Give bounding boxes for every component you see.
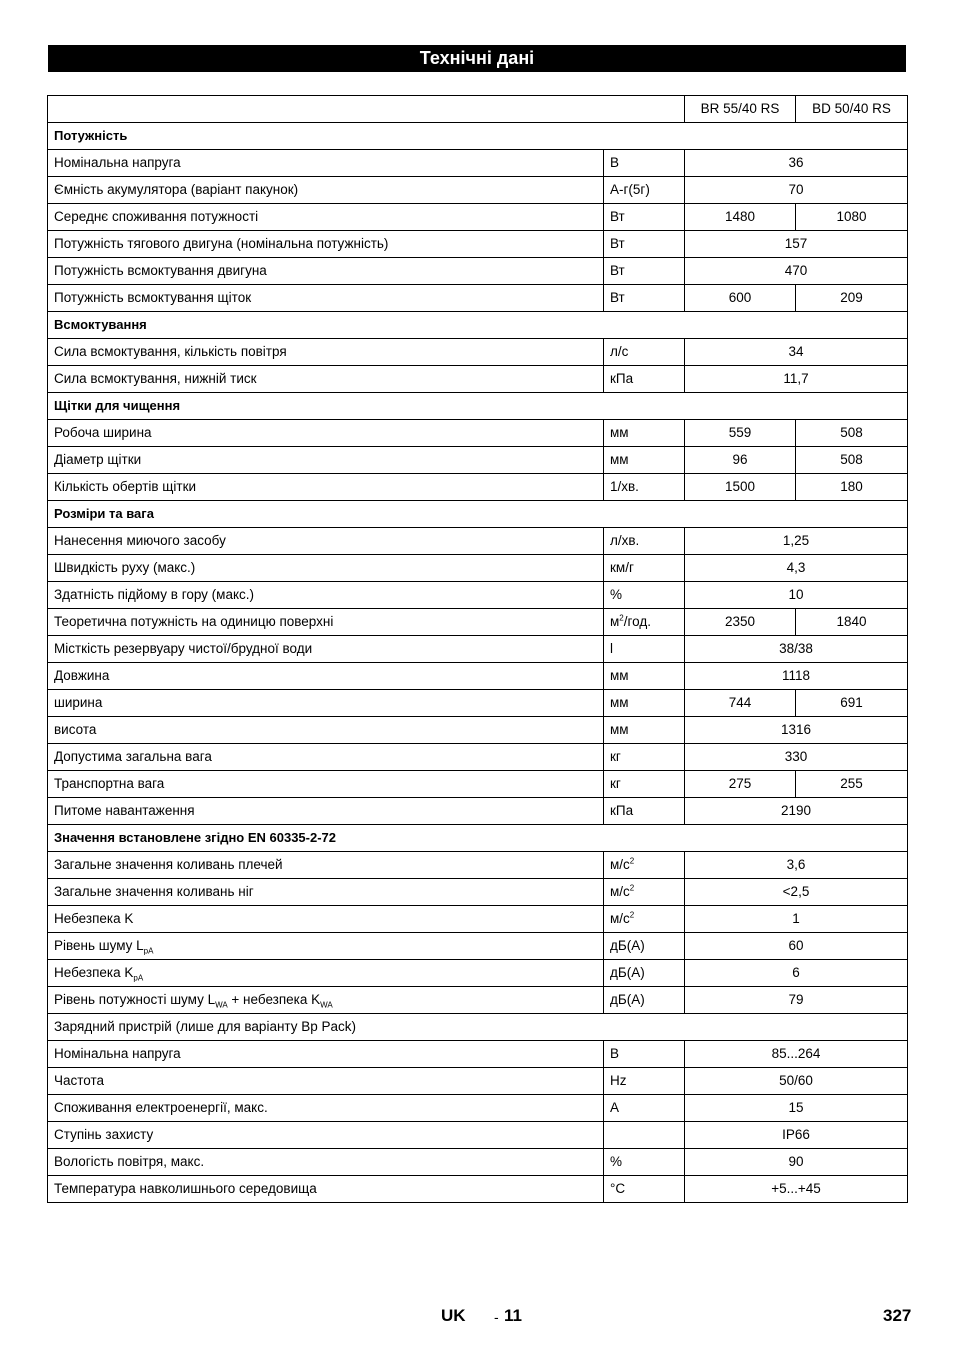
subheading-row	[48, 1014, 908, 1041]
table-row	[48, 906, 908, 933]
value-cell-shared: 15	[685, 1095, 908, 1122]
parameter-text: Швидкість руху (макс.)	[54, 560, 196, 575]
value-cell-shared: 2190	[685, 798, 908, 825]
table-row	[48, 204, 908, 231]
unit-cell	[604, 474, 685, 501]
parameter-subscript: pA	[133, 973, 144, 983]
table-row	[48, 771, 908, 798]
parameter-text: Довжина	[54, 668, 110, 683]
unit-cell	[604, 933, 685, 960]
unit-cell	[604, 1068, 685, 1095]
unit-cell	[604, 366, 685, 393]
section-label: Потужність	[48, 123, 908, 150]
unit-cell	[604, 690, 685, 717]
parameter-label	[48, 1095, 604, 1122]
value-cell-shared: 1	[685, 906, 908, 933]
parameter-label	[48, 420, 604, 447]
parameter-text: Вологість повітря, макс.	[54, 1154, 205, 1169]
unit-cell	[604, 1122, 685, 1149]
value-cell-shared: 34	[685, 339, 908, 366]
parameter-text: Теоретична потужність на одиницю поверхні	[54, 614, 334, 629]
parameter-subscript: WA	[320, 1000, 333, 1010]
section-row	[48, 312, 908, 339]
value-cell-shared: 3,6	[685, 852, 908, 879]
unit-text: кПа	[610, 803, 634, 818]
parameter-label	[48, 1176, 604, 1203]
table-row	[48, 1095, 908, 1122]
parameter-subscript: WA	[215, 1000, 228, 1010]
unit-text: дБ(А)	[610, 938, 645, 953]
table-row	[48, 933, 908, 960]
unit-cell	[604, 555, 685, 582]
table-row	[48, 960, 908, 987]
unit-text: A	[610, 1100, 620, 1115]
parameter-label	[48, 609, 604, 636]
unit-text-after: /год.	[623, 614, 651, 629]
unit-text: км/г	[610, 560, 634, 575]
parameter-label	[48, 771, 604, 798]
value-cell-br: 96	[685, 447, 796, 474]
unit-cell	[604, 906, 685, 933]
technical-data-body	[48, 96, 908, 1203]
parameter-text: Небезпека K	[54, 965, 134, 980]
parameter-text: ширина	[54, 695, 103, 710]
unit-text: л/хв.	[610, 533, 640, 548]
header-model-br: BR 55/40 RS	[685, 96, 796, 123]
unit-text: мм	[610, 668, 629, 683]
value-cell-bd: 255	[796, 771, 908, 798]
parameter-label	[48, 582, 604, 609]
parameter-label	[48, 906, 604, 933]
unit-cell	[604, 1149, 685, 1176]
parameter-label	[48, 204, 604, 231]
parameter-text: Здатність підйому в гору (макс.)	[54, 587, 255, 602]
parameter-label	[48, 528, 604, 555]
value-cell-bd: 508	[796, 420, 908, 447]
parameter-label	[48, 1149, 604, 1176]
value-cell-shared: 470	[685, 258, 908, 285]
parameter-text: Рівень потужності шуму L	[54, 992, 216, 1007]
table-header-row	[48, 96, 908, 123]
table-row	[48, 690, 908, 717]
unit-text: м/с	[610, 857, 630, 872]
table-row	[48, 582, 908, 609]
parameter-label	[48, 177, 604, 204]
parameter-text: Ємність акумулятора (варіант пакунок)	[54, 182, 299, 197]
parameter-label	[48, 1068, 604, 1095]
unit-text: мм	[610, 452, 629, 467]
parameter-label	[48, 636, 604, 663]
parameter-label	[48, 1122, 604, 1149]
parameter-label	[48, 690, 604, 717]
table-row	[48, 987, 908, 1014]
value-cell-shared: 1,25	[685, 528, 908, 555]
unit-text: °C	[610, 1181, 626, 1196]
footer-section-page: 11	[504, 1306, 522, 1325]
unit-cell	[604, 204, 685, 231]
section-row	[48, 501, 908, 528]
parameter-label	[48, 798, 604, 825]
footer-dash: -	[494, 1309, 499, 1325]
table-row	[48, 636, 908, 663]
value-cell-bd: 1840	[796, 609, 908, 636]
unit-text: мм	[610, 695, 629, 710]
value-cell-shared: 330	[685, 744, 908, 771]
parameter-label	[48, 555, 604, 582]
value-cell-shared: 79	[685, 987, 908, 1014]
parameter-label	[48, 744, 604, 771]
unit-cell	[604, 582, 685, 609]
unit-cell	[604, 663, 685, 690]
table-row	[48, 447, 908, 474]
value-cell-bd: 1080	[796, 204, 908, 231]
unit-text: Hz	[610, 1073, 627, 1088]
unit-cell	[604, 744, 685, 771]
parameter-text: Ступінь захисту	[54, 1127, 154, 1142]
unit-text: 1/хв.	[610, 479, 639, 494]
unit-text: дБ(А)	[610, 992, 645, 1007]
value-cell-shared: 70	[685, 177, 908, 204]
value-cell-shared: 157	[685, 231, 908, 258]
section-row	[48, 123, 908, 150]
parameter-text-mid: + небезпека K	[227, 992, 321, 1007]
value-cell-shared: 60	[685, 933, 908, 960]
section-label: Значення встановлене згідно EN 60335-2-72	[48, 825, 908, 852]
table-row	[48, 339, 908, 366]
value-cell-shared: +5...+45	[685, 1176, 908, 1203]
table-row	[48, 717, 908, 744]
unit-cell	[604, 528, 685, 555]
unit-cell	[604, 150, 685, 177]
parameter-label	[48, 231, 604, 258]
unit-cell	[604, 339, 685, 366]
unit-cell	[604, 258, 685, 285]
unit-text: мм	[610, 722, 629, 737]
parameter-text: Нанесення миючого засобу	[54, 533, 226, 548]
parameter-label	[48, 933, 604, 960]
table-row	[48, 285, 908, 312]
parameter-label	[48, 474, 604, 501]
unit-text: %	[610, 587, 623, 602]
parameter-label	[48, 960, 604, 987]
parameter-text: Температура навколишнього середовища	[54, 1181, 317, 1196]
section-label: Зарядний пристрій (лише для варіанту Bp Pack)	[48, 1014, 908, 1041]
parameter-text: Потужність всмоктування щіток	[54, 290, 252, 305]
table-row	[48, 366, 908, 393]
table-row	[48, 744, 908, 771]
parameter-text: Кількість обертів щітки	[54, 479, 197, 494]
parameter-text: Частота	[54, 1073, 105, 1088]
unit-text: дБ(А)	[610, 965, 645, 980]
value-cell-shared: IP66	[685, 1122, 908, 1149]
value-cell-shared: 50/60	[685, 1068, 908, 1095]
parameter-text: Діаметр щітки	[54, 452, 142, 467]
table-row	[48, 1122, 908, 1149]
parameter-label	[48, 852, 604, 879]
unit-cell	[604, 636, 685, 663]
value-cell-br: 1500	[685, 474, 796, 501]
parameter-label	[48, 987, 604, 1014]
parameter-text: Транспортна вага	[54, 776, 165, 791]
parameter-text: Рівень шуму L	[54, 938, 144, 953]
value-cell-br: 600	[685, 285, 796, 312]
footer-page-number: 327	[883, 1306, 912, 1325]
unit-superscript: 2	[629, 910, 635, 920]
unit-text: м/с	[610, 911, 630, 926]
unit-cell	[604, 1095, 685, 1122]
parameter-text: Робоча ширина	[54, 425, 152, 440]
table-row	[48, 474, 908, 501]
page-title: Технічні дані	[48, 45, 906, 72]
parameter-label	[48, 663, 604, 690]
unit-cell	[604, 987, 685, 1014]
header-model-bd: BD 50/40 RS	[796, 96, 908, 123]
value-cell-br: 2350	[685, 609, 796, 636]
parameter-subscript: pA	[143, 946, 154, 956]
table-row	[48, 555, 908, 582]
table-row	[48, 852, 908, 879]
parameter-text: Номінальна напруга	[54, 155, 181, 170]
value-cell-br: 744	[685, 690, 796, 717]
unit-text: В	[610, 1046, 620, 1061]
value-cell-shared: 10	[685, 582, 908, 609]
parameter-text: Місткість резервуару чистої/брудної води	[54, 641, 313, 656]
table-row	[48, 1149, 908, 1176]
table-row	[48, 177, 908, 204]
parameter-text: Номінальна напруга	[54, 1046, 181, 1061]
table-row	[48, 879, 908, 906]
unit-superscript: 2	[619, 613, 624, 623]
parameter-text: Небезпека K	[54, 911, 134, 926]
value-cell-br: 1480	[685, 204, 796, 231]
unit-cell	[604, 879, 685, 906]
unit-text: мм	[610, 425, 629, 440]
unit-text: л/с	[610, 344, 629, 359]
unit-cell	[604, 420, 685, 447]
value-cell-shared: 1118	[685, 663, 908, 690]
table-row	[48, 528, 908, 555]
parameter-label	[48, 717, 604, 744]
parameter-label	[48, 366, 604, 393]
parameter-label	[48, 258, 604, 285]
table-row	[48, 798, 908, 825]
section-label: Розміри та вага	[48, 501, 908, 528]
value-cell-shared: <2,5	[685, 879, 908, 906]
parameter-label	[48, 150, 604, 177]
value-cell-shared: 85...264	[685, 1041, 908, 1068]
value-cell-bd: 209	[796, 285, 908, 312]
value-cell-bd: 508	[796, 447, 908, 474]
table-row	[48, 1068, 908, 1095]
unit-cell	[604, 1041, 685, 1068]
unit-text: Вт	[610, 263, 625, 278]
unit-cell	[604, 771, 685, 798]
value-cell-bd: 180	[796, 474, 908, 501]
value-cell-shared: 4,3	[685, 555, 908, 582]
table-row	[48, 258, 908, 285]
table-row	[48, 663, 908, 690]
parameter-text: Сила всмоктування, нижній тиск	[54, 371, 257, 386]
section-row	[48, 393, 908, 420]
parameter-text: Загальне значення коливань ніг	[54, 884, 254, 899]
unit-text: Вт	[610, 236, 625, 251]
value-cell-shared: 90	[685, 1149, 908, 1176]
parameter-label	[48, 879, 604, 906]
parameter-text: висота	[54, 722, 97, 737]
unit-superscript: 2	[629, 856, 635, 866]
value-cell-shared: 38/38	[685, 636, 908, 663]
table-row	[48, 420, 908, 447]
value-cell-shared: 11,7	[685, 366, 908, 393]
unit-text: кПа	[610, 371, 634, 386]
parameter-label	[48, 339, 604, 366]
table-row	[48, 1041, 908, 1068]
section-row	[48, 825, 908, 852]
table-row	[48, 150, 908, 177]
unit-text: Вт	[610, 209, 625, 224]
value-cell-shared: 6	[685, 960, 908, 987]
unit-text: l	[610, 641, 613, 656]
unit-text: Вт	[610, 290, 625, 305]
parameter-text: Потужність всмоктування двигуна	[54, 263, 267, 278]
value-cell-shared: 36	[685, 150, 908, 177]
section-label: Щітки для чищення	[48, 393, 908, 420]
unit-cell	[604, 609, 685, 636]
unit-text: м	[610, 614, 620, 629]
unit-text: В	[610, 155, 620, 170]
unit-text: кг	[610, 749, 621, 764]
unit-cell	[604, 177, 685, 204]
unit-cell	[604, 447, 685, 474]
table-row	[48, 609, 908, 636]
unit-cell	[604, 1176, 685, 1203]
parameter-text: Сила всмоктування, кількість повітря	[54, 344, 287, 359]
unit-superscript: 2	[629, 883, 635, 893]
parameter-label	[48, 1041, 604, 1068]
parameter-text: Питоме навантаження	[54, 803, 195, 818]
value-cell-shared: 1316	[685, 717, 908, 744]
value-cell-bd: 691	[796, 690, 908, 717]
parameter-label	[48, 285, 604, 312]
unit-cell	[604, 231, 685, 258]
footer-language: UK	[441, 1306, 466, 1325]
unit-cell	[604, 852, 685, 879]
table-row	[48, 231, 908, 258]
parameter-text: Середнє споживання потужності	[54, 209, 259, 224]
parameter-text: Потужність тягового двигуна (номінальна потужність)	[54, 236, 389, 251]
unit-text: кг	[610, 776, 621, 791]
section-label: Всмоктування	[48, 312, 908, 339]
technical-data-table	[47, 95, 908, 1203]
header-empty-cell	[48, 96, 685, 123]
unit-cell	[604, 285, 685, 312]
parameter-text: Загальне значення коливань плечей	[54, 857, 283, 872]
unit-text: А-г(5г)	[610, 182, 650, 197]
value-cell-br: 559	[685, 420, 796, 447]
table-row	[48, 1176, 908, 1203]
value-cell-br: 275	[685, 771, 796, 798]
unit-text: м/с	[610, 884, 630, 899]
unit-cell	[604, 798, 685, 825]
parameter-text: Допустима загальна вага	[54, 749, 212, 764]
unit-cell	[604, 717, 685, 744]
unit-text: %	[610, 1154, 623, 1169]
parameter-text: Споживання електроенергії, макс.	[54, 1100, 268, 1115]
parameter-label	[48, 447, 604, 474]
unit-cell	[604, 960, 685, 987]
